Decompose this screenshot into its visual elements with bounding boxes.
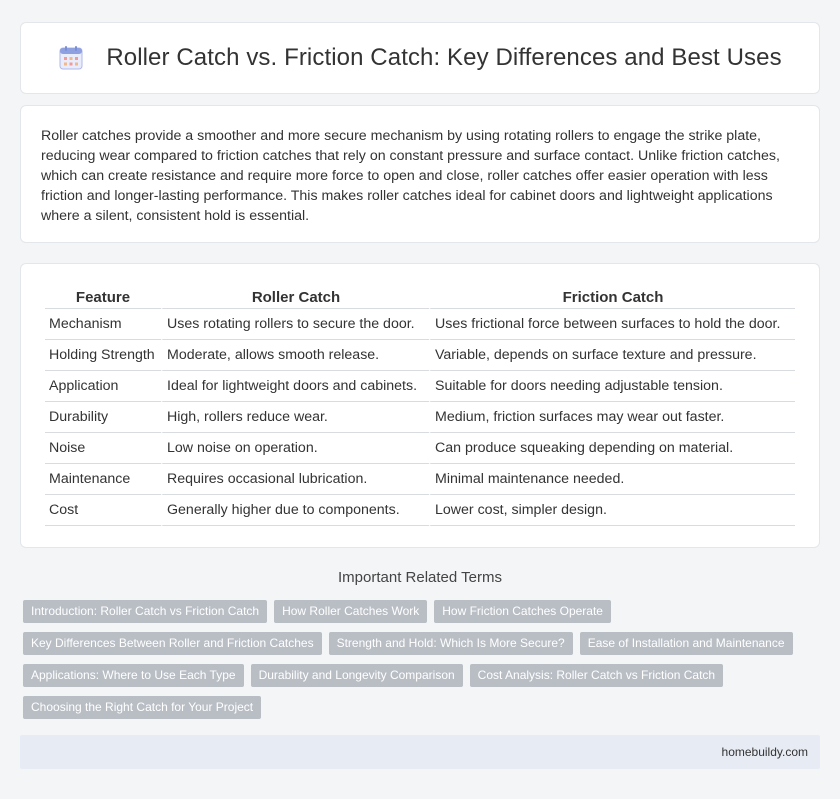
table-cell-feature: Application xyxy=(45,371,161,402)
table-row xyxy=(45,433,795,464)
header-card xyxy=(20,22,820,94)
related-term-tag[interactable]: Introduction: Roller Catch vs Friction Catch xyxy=(23,600,267,623)
table-row xyxy=(45,495,795,526)
related-term-tag[interactable]: Strength and Hold: Which Is More Secure? xyxy=(329,632,573,655)
related-terms-tags xyxy=(23,600,823,719)
table-cell-roller: Generally higher due to components. xyxy=(161,495,429,526)
footer-site-link[interactable]: homebuildy.com xyxy=(721,745,808,759)
table-cell-feature: Cost xyxy=(45,495,161,526)
related-terms-heading: Important Related Terms xyxy=(338,569,502,586)
related-term-tag[interactable]: Key Differences Between Roller and Friction Catches xyxy=(23,632,322,655)
column-header-roller-catch: Roller Catch xyxy=(161,285,429,309)
table-row xyxy=(45,464,795,495)
table-cell-friction: Can produce squeaking depending on material. xyxy=(429,433,795,464)
table-cell-feature: Mechanism xyxy=(45,309,161,340)
table-cell-roller: Requires occasional lubrication. xyxy=(161,464,429,495)
table-cell-friction: Suitable for doors needing adjustable tension. xyxy=(429,371,795,402)
table-cell-friction: Medium, friction surfaces may wear out faster. xyxy=(429,402,795,433)
table-cell-friction: Uses frictional force between surfaces to hold the door. xyxy=(429,309,795,340)
footer xyxy=(20,735,820,769)
table-cell-friction: Variable, depends on surface texture and pressure. xyxy=(429,340,795,371)
table-cell-feature: Durability xyxy=(45,402,161,433)
column-header-feature: Feature xyxy=(45,285,161,309)
table-cell-roller: High, rollers reduce wear. xyxy=(161,402,429,433)
table-cell-friction: Lower cost, simpler design. xyxy=(429,495,795,526)
table-row xyxy=(45,309,795,340)
related-term-tag[interactable]: Choosing the Right Catch for Your Project xyxy=(23,696,261,719)
table-row xyxy=(45,340,795,371)
table-row xyxy=(45,402,795,433)
table-cell-roller: Moderate, allows smooth release. xyxy=(161,340,429,371)
table-cell-roller: Ideal for lightweight doors and cabinets. xyxy=(161,371,429,402)
intro-paragraph: Roller catches provide a smoother and more secure mechanism by using rotating rollers to engage the strike plate, reducing wear compared to friction catches that rely on constant pressure and surface contact. Unlike friction catches, which can create resistance and require more force to open and close, roller catches offer easier operation with less friction and longer-lasting performance. This makes roller catches ideal for cabinet doors and lightweight applications where a silent, consistent hold is essential. xyxy=(41,128,780,224)
comparison-table-card xyxy=(20,263,820,548)
related-term-tag[interactable]: How Friction Catches Operate xyxy=(434,600,611,623)
intro-card xyxy=(20,105,820,243)
calendar-grid-icon xyxy=(58,45,84,71)
column-header-friction-catch: Friction Catch xyxy=(429,285,795,309)
table-header-row xyxy=(45,285,795,309)
table-cell-roller: Uses rotating rollers to secure the door. xyxy=(161,309,429,340)
related-term-tag[interactable]: Ease of Installation and Maintenance xyxy=(580,632,793,655)
related-term-tag[interactable]: Applications: Where to Use Each Type xyxy=(23,664,244,687)
table-row xyxy=(45,371,795,402)
table-cell-friction: Minimal maintenance needed. xyxy=(429,464,795,495)
related-term-tag[interactable]: Cost Analysis: Roller Catch vs Friction Catch xyxy=(470,664,723,687)
table-cell-feature: Noise xyxy=(45,433,161,464)
related-term-tag[interactable]: Durability and Longevity Comparison xyxy=(251,664,463,687)
table-cell-feature: Holding Strength xyxy=(45,340,161,371)
comparison-table xyxy=(45,285,795,526)
related-term-tag[interactable]: How Roller Catches Work xyxy=(274,600,427,623)
table-cell-roller: Low noise on operation. xyxy=(161,433,429,464)
page-title: Roller Catch vs. Friction Catch: Key Differences and Best Uses xyxy=(106,44,782,71)
table-cell-feature: Maintenance xyxy=(45,464,161,495)
